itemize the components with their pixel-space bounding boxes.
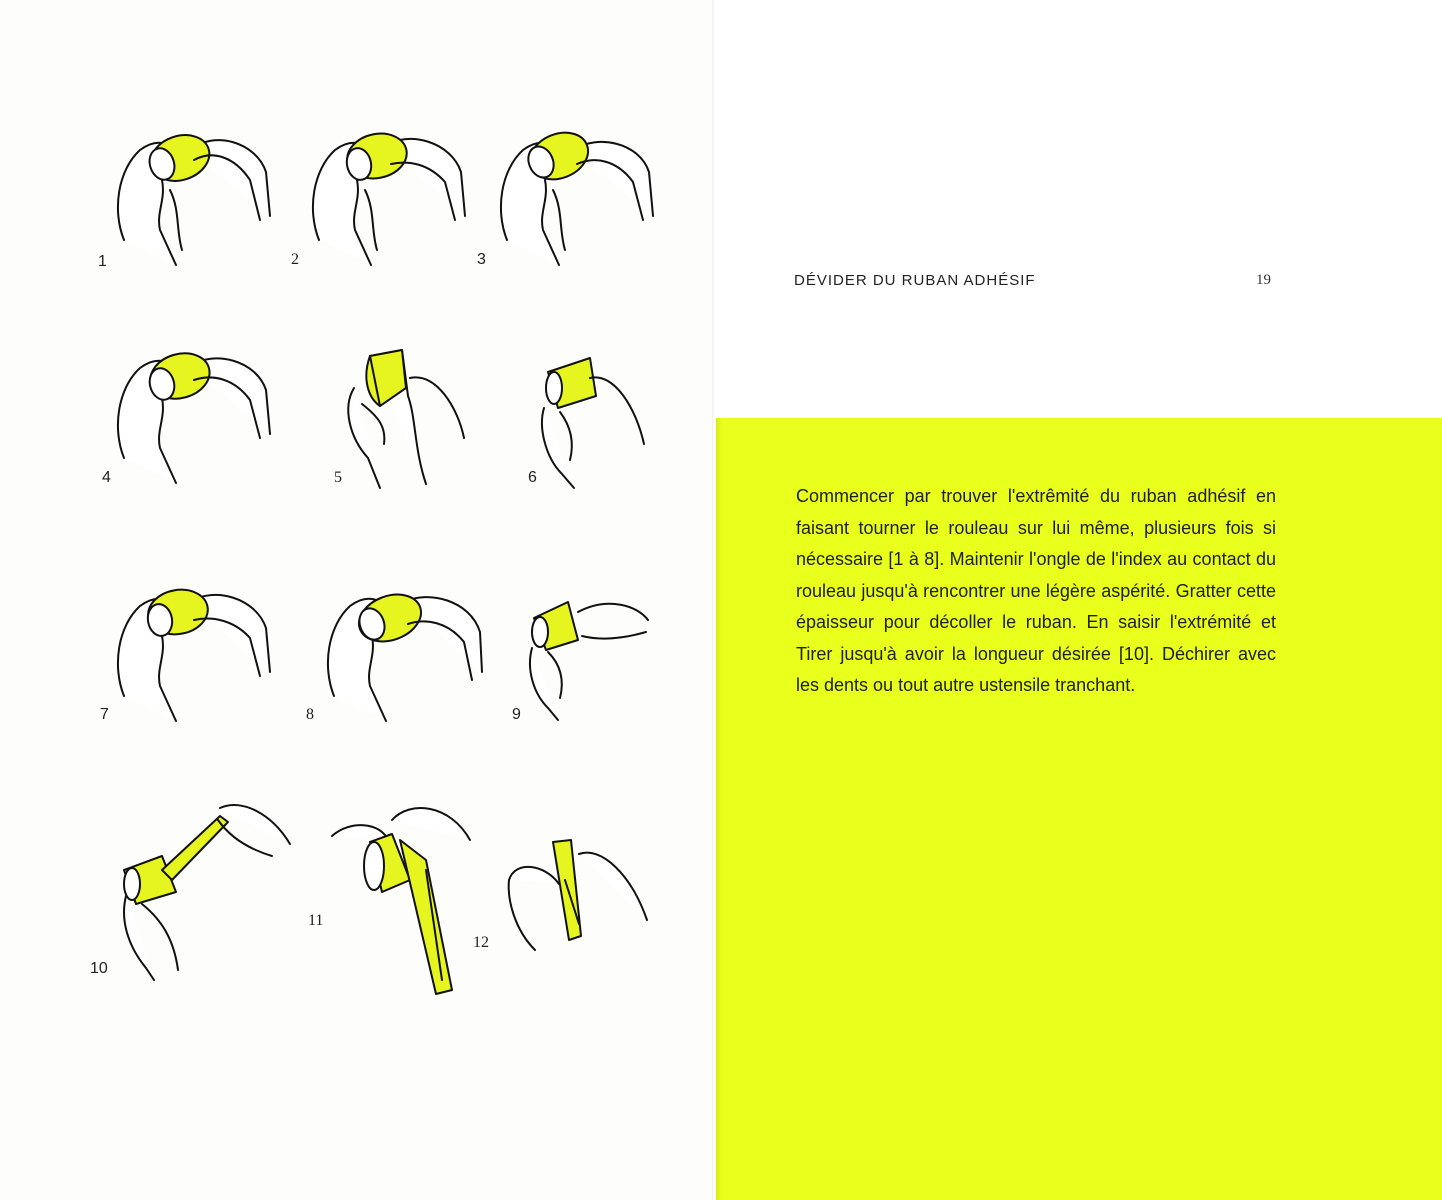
step-number: 7 [100,706,109,723]
illustration-step-8 [306,576,510,736]
step-number: 11 [308,912,324,929]
illustration-step-12 [473,840,695,1000]
panel-edge-shadow [716,418,722,1200]
step-number: 5 [334,469,342,486]
illustration-step-7 [100,576,300,736]
page-number: 19 [1256,272,1271,288]
step-number: 1 [98,253,107,270]
illustration-step-11 [308,800,520,960]
step-number: 2 [291,251,299,268]
step-number: 10 [90,960,108,977]
step-number: 12 [473,934,489,951]
step-number: 4 [102,469,111,486]
illustration-step-5 [334,348,530,508]
step-number: 8 [306,706,314,723]
illustration-step-3 [477,120,683,280]
illustration-step-9 [512,590,718,750]
step-number: 6 [528,469,537,486]
illustration-step-2 [291,120,495,280]
chapter-heading: DÉVIDER DU RUBAN ADHÉSIF [794,272,1036,289]
yellow-text-panel [716,418,1442,1200]
step-number: 9 [512,706,521,723]
illustration-step-1 [98,120,300,280]
step-number: 3 [477,251,486,268]
illustration-step-4 [102,338,300,498]
instruction-paragraph: Commencer par trouver l'extrêmité du ruban adhésif en faisant tourner le rouleau sur lui même, plusieurs fois si nécessaire [1 à 8]. Maintenir l'ongle de l'index au contact du rouleau jusqu'à rencontrer une légère aspérité. Gratter cette épaisseur pour décoller le ruban. En saisir l'extrémité et Tirer jusqu'à avoir la longueur désirée [10]. Déchirer avec les dents ou tout autre ustensile tranchant. [796,486,1276,695]
illustration-step-10 [90,800,312,977]
illustration-step-6 [528,348,730,508]
